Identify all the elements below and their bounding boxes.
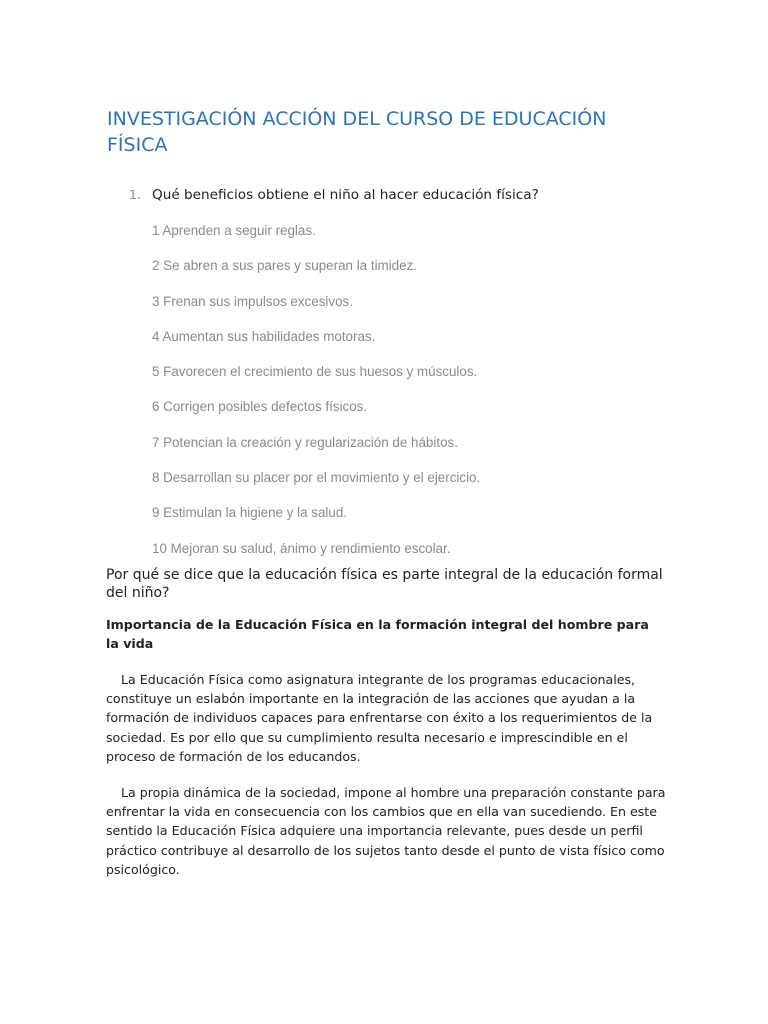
answer-item: 1 Aprenden a seguir reglas. (152, 223, 316, 238)
answer-item: 3 Frenan sus impulsos excesivos. (152, 293, 353, 309)
question-2-text: Por qué se dice que la educación física es parte integral de la educación formal del niño? (106, 567, 663, 601)
answer-item: 4 Aumentan sus habilidades motoras. (152, 328, 376, 344)
list-number: 1. (129, 187, 141, 202)
answer-item: 9 Estimulan la higiene y la salud. (152, 505, 348, 521)
body-paragraph: La propia dinámica de la sociedad, impone al hombre una preparación constante para enfrentar la vida en consecuencia con los cambios que en ella van sucediendo. En este sentido la Educación Física adquiere una importancia relevante, pues desde un perfil práctico contribuye al desarrollo de los sujetos tanto desde el punto de vista físico como psicológico. (106, 785, 666, 877)
answer-item: 7 Potencian la creación y regularización de hábitos. (152, 434, 458, 450)
section-heading: Importancia de la Educación Física en la formación integral del hombre para la vida (106, 617, 649, 651)
answers-list (152, 222, 480, 575)
answer-item: 10 Mejoran su salud, ánimo y rendimiento escolar. (152, 540, 451, 556)
question-1-text: Qué beneficios obtiene el niño al hacer educación física? (152, 187, 539, 203)
answer-item: 2 Se abren a sus pares y superan la timidez. (152, 258, 417, 274)
answer-item: 5 Favorecen el crecimiento de sus huesos y músculos. (152, 364, 478, 380)
document-title: INVESTIGACIÓN ACCIÓN DEL CURSO DE EDUCACIÓN FÍSICA (107, 108, 607, 156)
answer-item: 6 Corrigen posibles defectos físicos. (152, 399, 368, 415)
answer-item: 8 Desarrollan su placer por el movimiento y el ejercicio. (152, 470, 481, 486)
body-paragraph: La Educación Física como asignatura integrante de los programas educacionales, constituye un eslabón importante en la integración de las acciones que ayudan a la formación de individuos capaces para enfrentarse con éxito a los requerimientos de la sociedad. Es por ello que su cumplimiento resulta necesario e imprescindible en el proceso de formación de los educandos. (106, 672, 653, 764)
